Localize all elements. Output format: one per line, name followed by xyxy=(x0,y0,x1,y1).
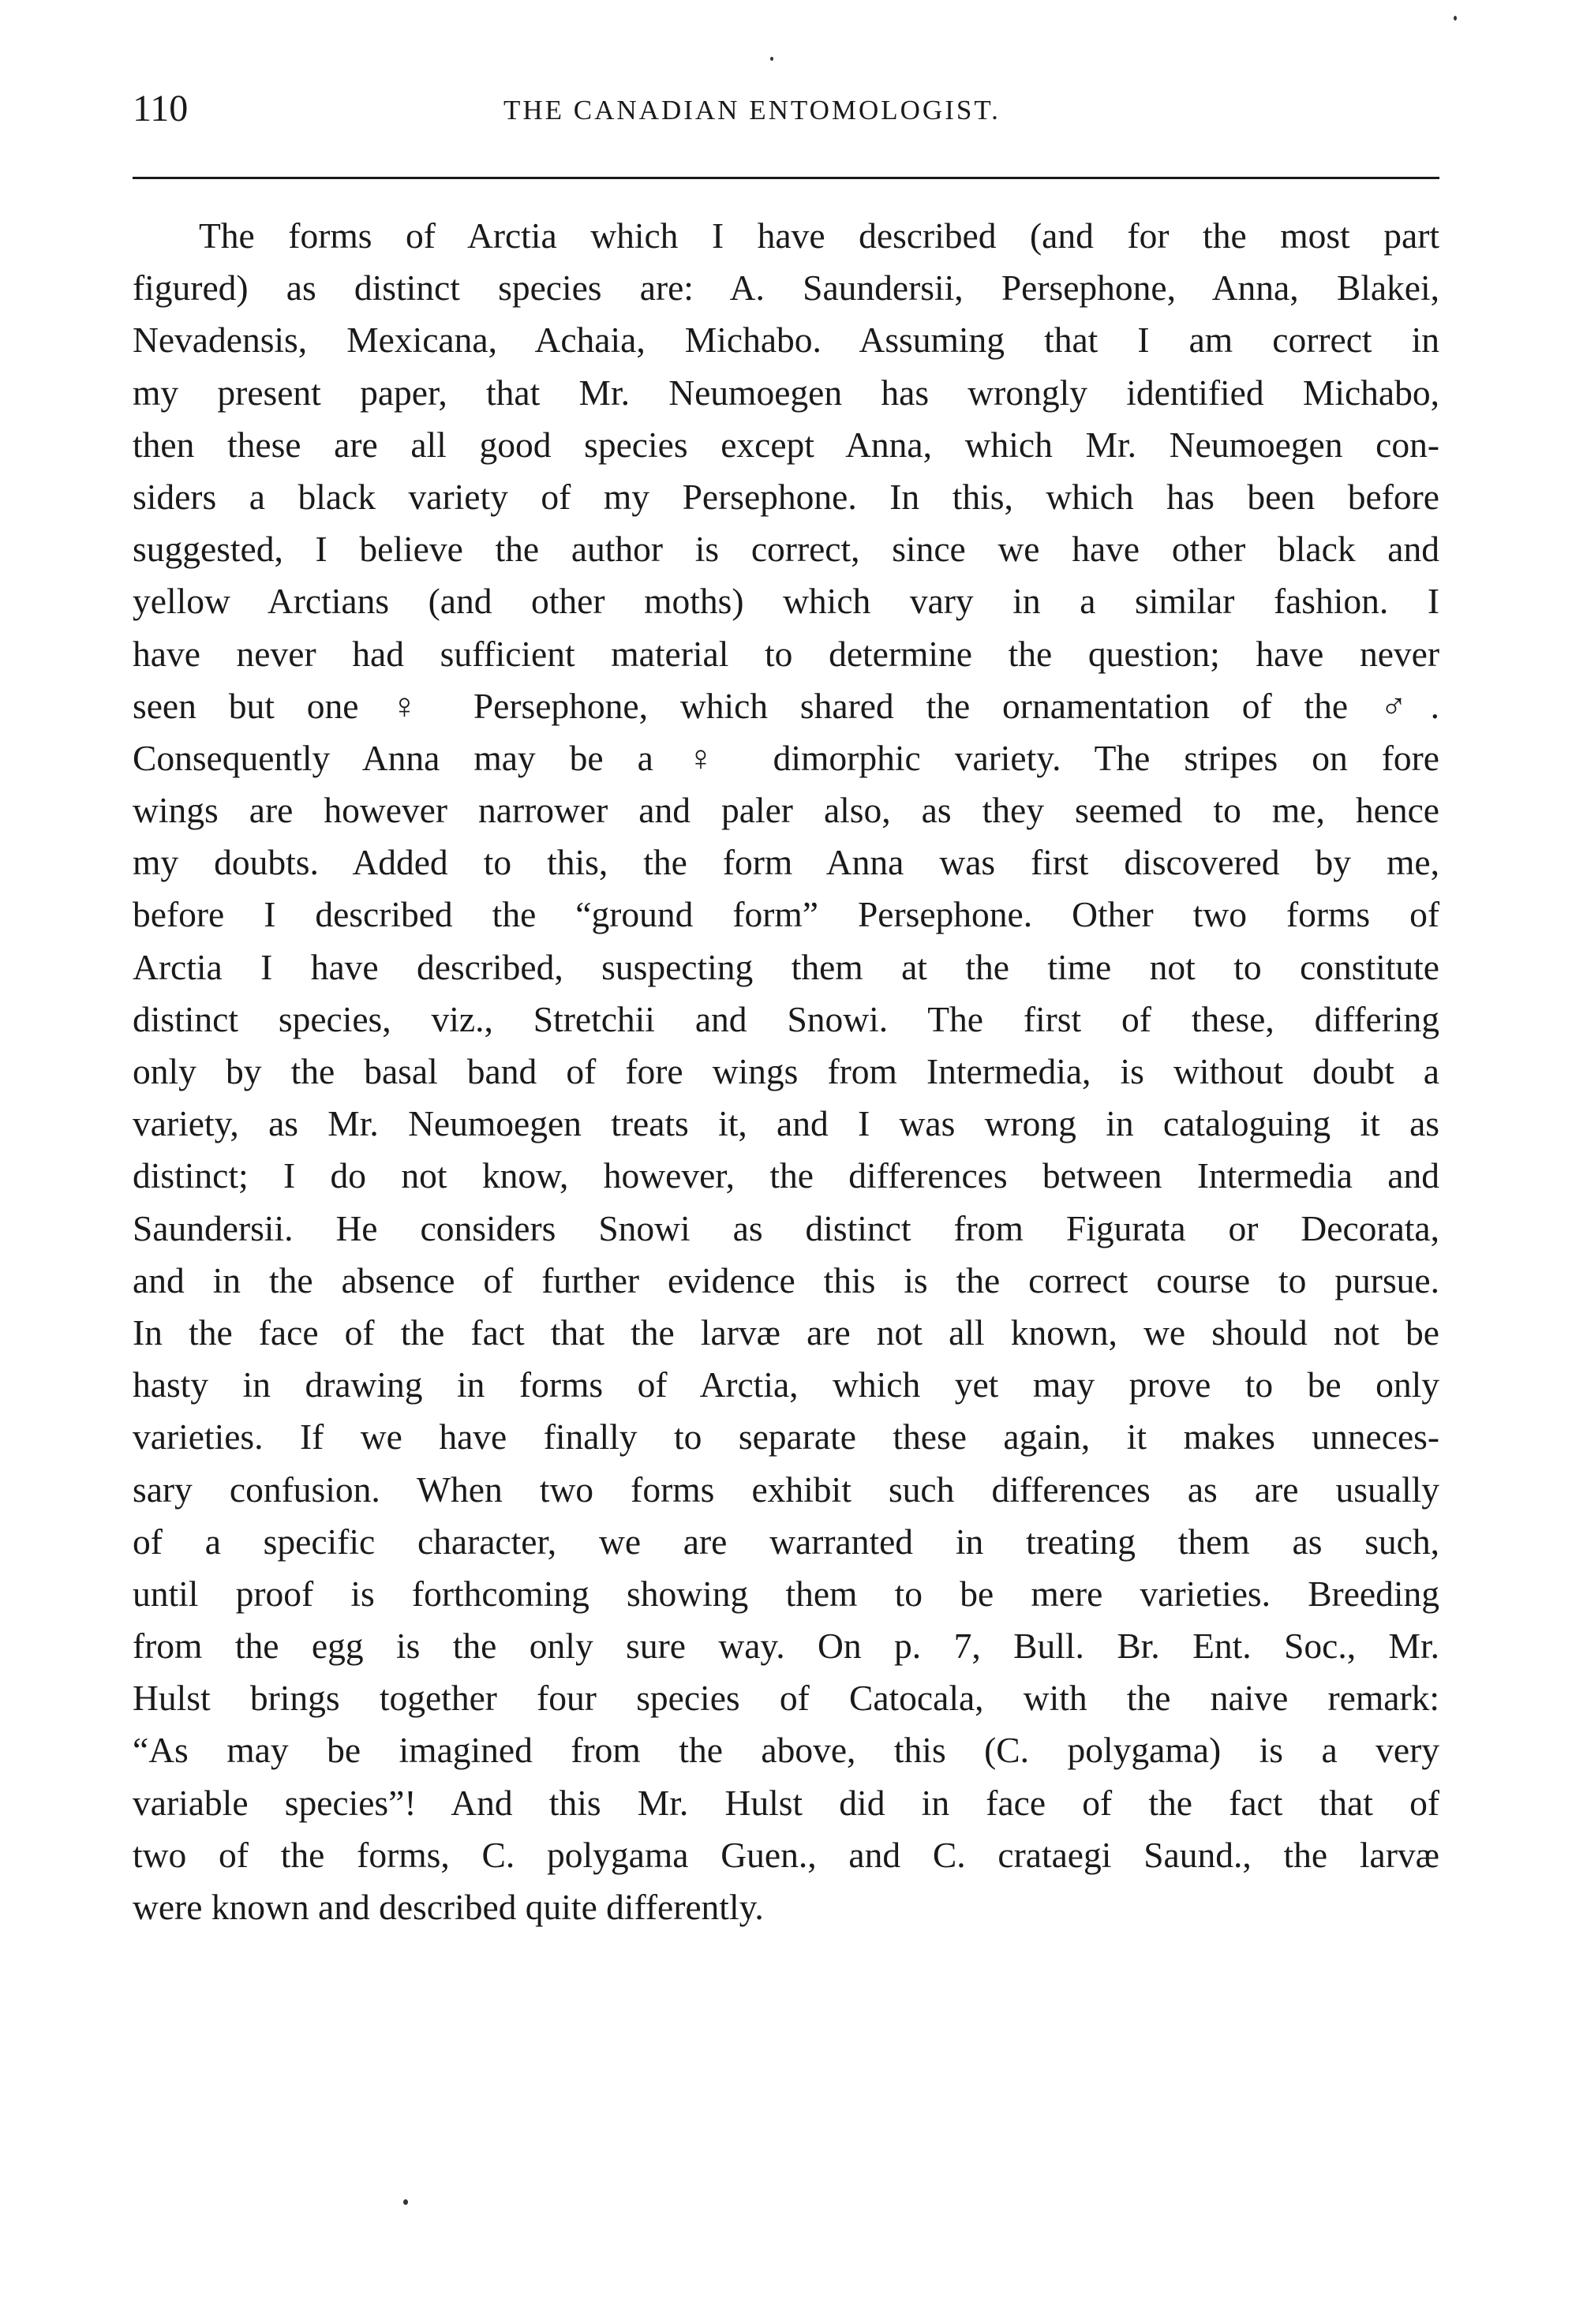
text-line: my present paper, that Mr. Neumoegen has wrongly identified Michabo, xyxy=(133,372,1439,413)
ink-speck xyxy=(1454,16,1457,21)
text-line: siders a black variety of my Persephone. In this, which has been before xyxy=(133,476,1439,517)
text-line: wings are however narrower and paler also, as they seemed to me, hence xyxy=(133,790,1439,831)
text-line: Nevadensis, Mexicana, Achaia, Michabo. Assuming that I am correct in xyxy=(133,320,1439,361)
header-rule xyxy=(133,177,1439,179)
page-number: 110 xyxy=(133,88,189,129)
text-line: distinct; I do not know, however, the differences between Intermedia and xyxy=(133,1155,1439,1196)
text-line: sary confusion. When two forms exhibit such differences as are usually xyxy=(133,1469,1439,1510)
text-line: only by the basal band of fore wings from Intermedia, is without doubt a xyxy=(133,1051,1439,1091)
running-head xyxy=(133,85,1450,133)
text-line: until proof is forthcoming showing them to be mere varieties. Breeding xyxy=(133,1573,1439,1614)
text-line: varieties. If we have finally to separate these again, it makes unneces- xyxy=(133,1416,1439,1458)
text-line: figured) as distinct species are: A. Saundersii, Persephone, Anna, Blakei, xyxy=(133,268,1439,309)
text-line: distinct species, viz., Stretchii and Snowi. The first of these, differing xyxy=(133,998,1439,1039)
text-line: were known and described quite differently. xyxy=(133,1887,764,1927)
text-line: from the egg is the only sure way. On p. 7, Bull. Br. Ent. Soc., Mr. xyxy=(133,1626,1439,1667)
text-line: and in the absence of further evidence this is the correct course to pursue. xyxy=(133,1259,1439,1300)
text-line: seen but one ♀ Persephone, which shared the ornamentation of the ♂. xyxy=(133,685,1439,726)
text-line: Consequently Anna may be a ♀ dimorphic variety. The stripes on fore xyxy=(133,737,1439,778)
ink-speck xyxy=(770,57,773,61)
text-line: have never had sufficient material to determine the question; have never xyxy=(133,633,1439,674)
journal-title: THE CANADIAN ENTOMOLOGIST. xyxy=(503,95,1001,125)
text-line: The forms of Arctia which I have described (and for the most part xyxy=(199,215,1439,256)
text-line: of a specific character, we are warranted in treating them as such, xyxy=(133,1521,1439,1562)
text-line: hasty in drawing in forms of Arctia, which yet may prove to be only xyxy=(133,1364,1439,1405)
text-line: variable species”! And this Mr. Hulst did in face of the fact that of xyxy=(133,1782,1439,1823)
text-line: then these are all good species except Anna, which Mr. Neumoegen con- xyxy=(133,424,1439,465)
text-line: Saundersii. He considers Snowi as distinct from Figurata or Decorata, xyxy=(133,1207,1439,1248)
ink-speck xyxy=(403,2199,408,2205)
text-line: before I described the “ground form” Persephone. Other two forms of xyxy=(133,894,1439,935)
text-line: Hulst brings together four species of Catocala, with the naive remark: xyxy=(133,1678,1439,1719)
text-line: yellow Arctians (and other moths) which vary in a similar fashion. I xyxy=(133,581,1439,622)
text-line: “As may be imagined from the above, this (C. polygama) is a very xyxy=(133,1730,1439,1771)
text-line: variety, as Mr. Neumoegen treats it, and I was wrong in cataloguing it as xyxy=(133,1103,1439,1144)
text-line: two of the forms, C. polygama Guen., and C. crataegi Saund., the larvæ xyxy=(133,1834,1439,1875)
body-paragraph xyxy=(133,210,1439,1933)
text-line: suggested, I believe the author is correct, since we have other black and xyxy=(133,529,1439,570)
text-line: In the face of the fact that the larvæ are not all known, we should not be xyxy=(133,1312,1439,1353)
text-line: Arctia I have described, suspecting them at the time not to constitute xyxy=(133,946,1439,987)
text-line: my doubts. Added to this, the form Anna was first discovered by me, xyxy=(133,842,1439,883)
